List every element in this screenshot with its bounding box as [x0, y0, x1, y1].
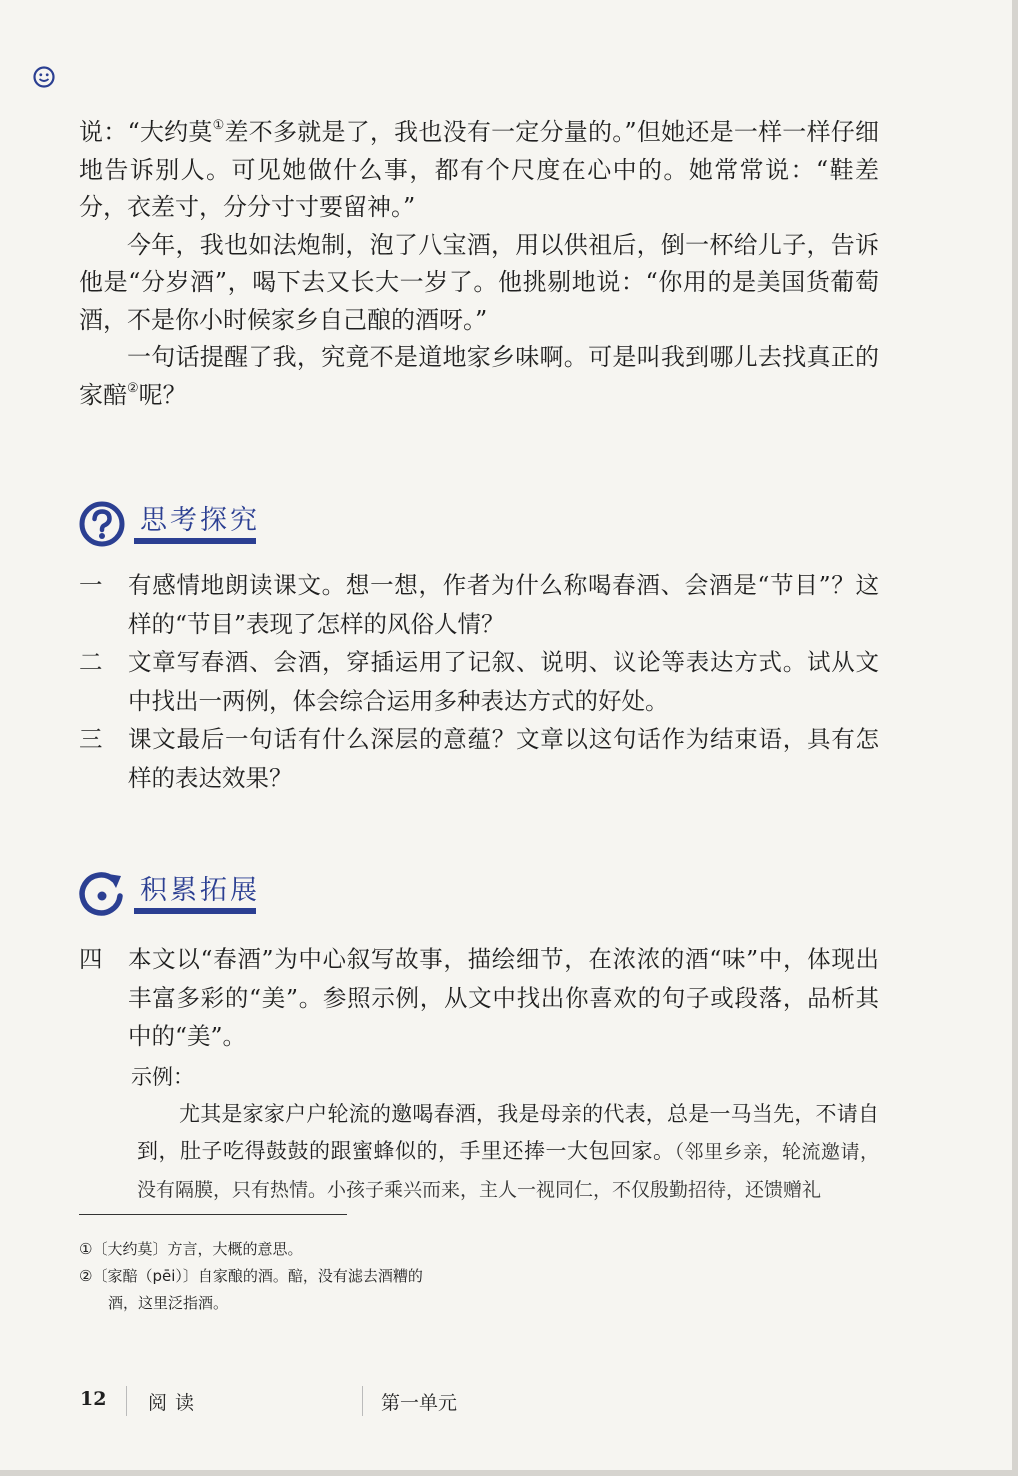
footnote-ref-1[interactable]: ① [212, 118, 225, 133]
section-header-extension [78, 868, 278, 920]
title-underline [134, 908, 256, 914]
section-header-thinking [78, 498, 278, 550]
footer-part: 阅读 [148, 1392, 203, 1414]
sample-block [137, 1096, 879, 1209]
question-list-thinking [79, 566, 879, 797]
footnote-ref-2[interactable]: ② [127, 380, 139, 396]
refresh-arrow-icon [78, 870, 126, 918]
section-title: 思考探究 [140, 505, 260, 536]
question-item: 三 课文最后一句话有什么深层的意蕴？文章以这句话作为结束语，具有怎样的表达效果？ [79, 725, 879, 792]
footnote-2: ②〔家醅（pēi）〕自家酿的酒。醅，没有滤去酒糟的 [79, 1267, 423, 1285]
sample-text: 尤其是家家户户轮流的邀喝春酒，我是母亲的代表，总是一马当先，不请自到，肚子吃得鼓鼓的跟蜜蜂似的，手里还捧一大包回家。 [137, 1101, 879, 1163]
footer-unit: 第一单元 [381, 1392, 458, 1414]
question-item: 二 文章写春酒、会酒，穿插运用了记叙、说明、议论等表达方式。试从文中找出一两例，体会综合运用多种表达方式的好处。 [79, 648, 879, 715]
article-text [79, 114, 879, 414]
title-underline [134, 538, 256, 544]
paragraph-1: 说：“大约莫①差不多就是了，我也没有一定分量的。”但她还是一样一样仔细地告诉别人。可见她做什么事，都有个尺度在心中的。她常常说：“鞋差分，衣差寸，分分寸寸要留神。” [79, 118, 879, 221]
footnote-1: ①〔大约莫〕方言，大概的意思。 [79, 1240, 303, 1258]
smiley-icon [33, 66, 55, 88]
paragraph-3: 一句话提醒了我，究竟不是道地家乡味啊。可是叫我到哪儿去找真正的家醅②呢？ [79, 343, 879, 409]
sample-label: 示例： [131, 1064, 194, 1089]
question-list-extension [79, 940, 879, 1209]
question-item: 四 本文以“春酒”为中心叙写故事，描绘细节，在浓浓的酒“味”中，体现出丰富多彩的“美”。参照示例，从文中找出你喜欢的句子或段落，品析其中的“美”。 [79, 945, 879, 1050]
question-item: 一 有感情地朗读课文。想一想，作者为什么称喝春酒、会酒是“节目”？这样的“节目”表现了怎样的风俗人情？ [79, 571, 879, 638]
footnotes [79, 1236, 499, 1317]
footer-separator [126, 1386, 127, 1416]
question-icon [78, 500, 126, 548]
footnote-divider [79, 1214, 347, 1215]
page-footer [0, 1386, 1018, 1420]
sample-note: （邻里乡亲，轮流邀请，没有隔膜，只有热情。小孩子乘兴而来，主人一视同仁，不仅殷勤招待，还馈赠礼 [137, 1140, 879, 1201]
section-title: 积累拓展 [140, 875, 260, 906]
page-number: 12 [80, 1388, 107, 1410]
paragraph-2: 今年，我也如法炮制，泡了八宝酒，用以供祖后，倒一杯给儿子，告诉他是“分岁酒”，喝下去又长大一岁了。他挑剔地说：“你用的是美国货葡萄酒，不是你小时候家乡自己酿的酒呀。” [79, 230, 879, 334]
footnote-2-continued: 酒，这里泛指酒。 [108, 1294, 229, 1312]
footer-separator [362, 1386, 363, 1416]
